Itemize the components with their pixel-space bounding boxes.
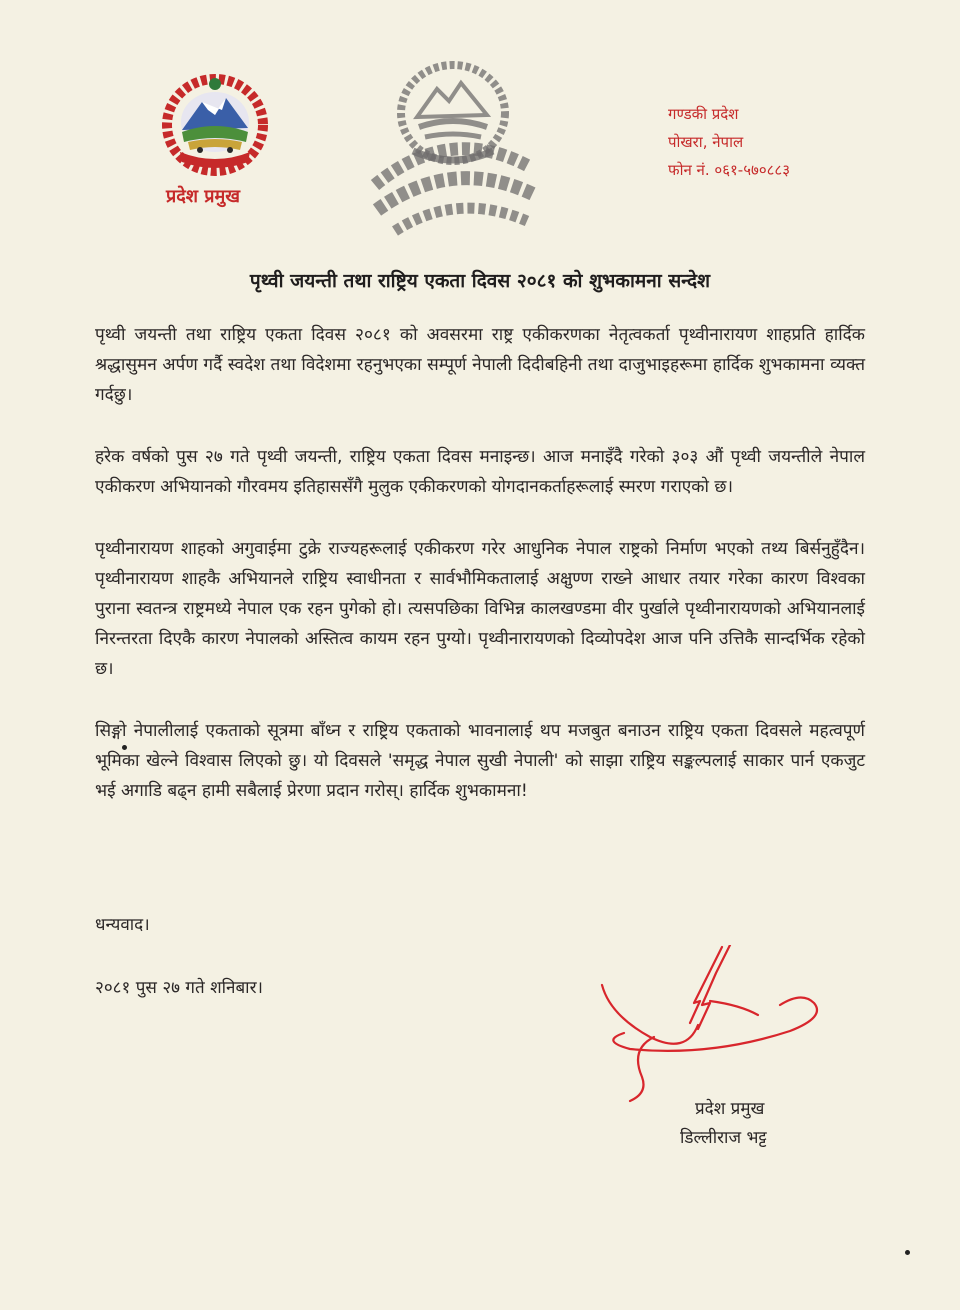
nepal-emblem-icon: [160, 70, 270, 180]
letter-body: [95, 320, 865, 838]
address-line-province: गण्डकी प्रदेश: [668, 105, 739, 123]
letter-title: पृथ्वी जयन्ती तथा राष्ट्रिय एकता दिवस २०८१ को शुभकामना सन्देश: [249, 270, 711, 292]
closing-text: धन्यवाद।: [95, 915, 150, 935]
signatory-name: डिल्लीराज भट्ट: [680, 1128, 767, 1148]
office-title: प्रदेश प्रमुख: [166, 186, 241, 207]
body-paragraph: पृथ्वीनारायण शाहको अगुवाईमा टुक्रे राज्यहरूलाई एकीकरण गरेर आधुनिक नेपाल राष्ट्रको निर्माण भएको तथ्य बिर्सनुहुँदैन। पृथ्वीनारायण शाहकै अभियानले राष्ट्रिय स्वाधीनता र सार्वभौमिकतालाई अक्षुण्ण राख्ने आधार तयार गरेका कारण विश्वका पुराना स्वतन्त्र राष्ट्रमध्ये नेपाल एक रहन पुगेको हो। त्यसपछिका विभिन्न कालखण्डमा वीर पुर्खाले पृथ्वीनारायणको अभियानलाई निरन्तरता दिएकै कारण नेपालको अस्तित्व कायम रहन पुग्यो। पृथ्वीनारायणको दिव्योपदेश आज पनि उत्तिकै सान्दर्भिक रहेको छ।: [95, 539, 865, 679]
address-line-city: पोखरा, नेपाल: [668, 133, 744, 151]
ink-dot: [905, 1250, 910, 1255]
letter-date: २०८१ पुस २७ गते शनिबार।: [95, 978, 263, 998]
office-seal-stamp: [345, 35, 555, 245]
body-paragraph: सिङ्गो नेपालीलाई एकताको सूत्रमा बाँध्न र राष्ट्रिय एकताको भावनालाई थप मजबुत बनाउन राष्ट्रिय एकता दिवसले महत्वपूर्ण भूमिका खेल्ने विश्वास लिएको छु। यो दिवसले 'समृद्ध नेपाल सुखी नेपाली' को साझा राष्ट्रिय सङ्कल्पलाई साकार पार्न एकजुट भई अगाडि बढ्न हामी सबैलाई प्रेरणा प्रदान गरोस्। हार्दिक शुभकामना!: [95, 721, 865, 801]
letterhead-address: [668, 100, 790, 184]
signatory-title: प्रदेश प्रमुख: [695, 1099, 765, 1119]
address-line-phone: फोन नं. ०६१-५७०८८३: [668, 161, 791, 179]
body-paragraph: हरेक वर्षको पुस २७ गते पृथ्वी जयन्ती, राष्ट्रिय एकता दिवस मनाइन्छ। आज मनाइँदै गरेको ३०३ औं पृथ्वी जयन्तीले नेपाल एकीकरण अभियानको गौरवमय इतिहाससँगै मुलुक एकीकरणको योगदानकर्ताहरूलाई स्मरण गराएको छ।: [95, 447, 865, 497]
handwritten-signature: [590, 945, 830, 1105]
body-paragraph: पृथ्वी जयन्ती तथा राष्ट्रिय एकता दिवस २०८१ को अवसरमा राष्ट्र एकीकरणका नेतृत्वकर्ता पृथ्वीनारायण शाहप्रति हार्दिक श्रद्धासुमन अर्पण गर्दै स्वदेश तथा विदेशमा रहनुभएका सम्पूर्ण नेपाली दिदीबहिनी तथा दाजुभाइहरूमा हार्दिक शुभकामना व्यक्त गर्दछु।: [95, 325, 865, 405]
ink-dot: [122, 745, 127, 750]
